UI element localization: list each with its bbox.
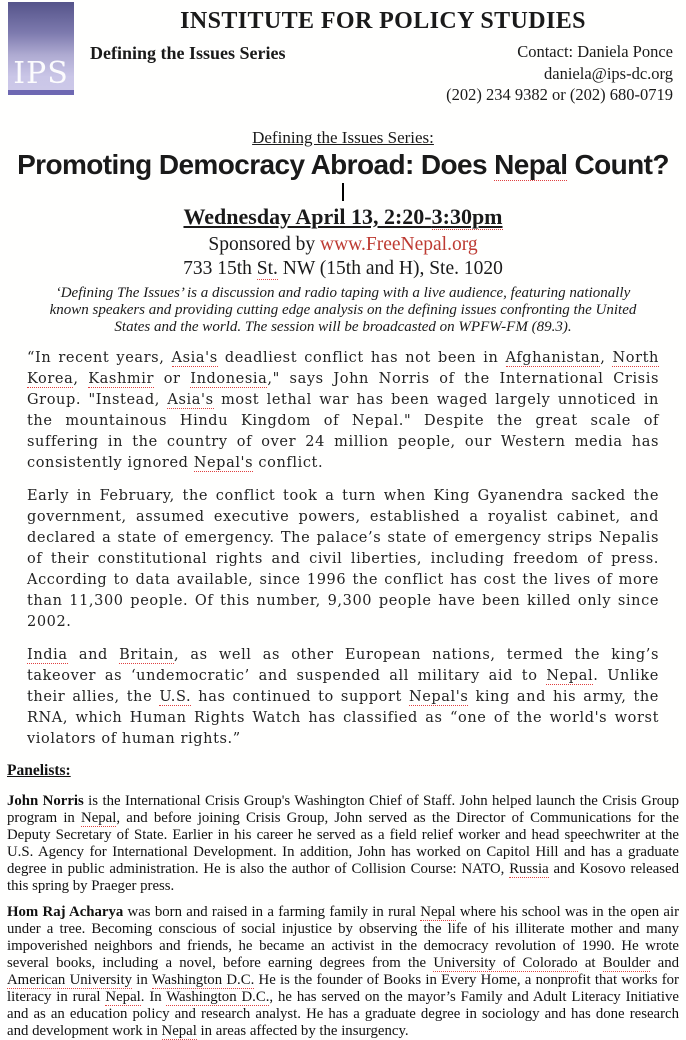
series-label: Defining the Issues Series bbox=[90, 43, 286, 63]
event-datetime bbox=[0, 204, 686, 230]
text-run: conflict. bbox=[253, 455, 324, 471]
text-run: American University bbox=[7, 972, 133, 988]
text-run: John Norris bbox=[7, 793, 84, 809]
contact-block bbox=[446, 41, 673, 106]
text-run: in bbox=[132, 972, 152, 988]
text-run: Russia bbox=[509, 861, 549, 877]
text-run: ," says John Norris of the International Crisis Group. "Instead, bbox=[27, 371, 659, 408]
document-header bbox=[0, 0, 686, 110]
text-run: Nepal's bbox=[408, 689, 469, 705]
contact-phone: (202) 234 9382 or (202) 680-0719 bbox=[446, 85, 673, 104]
text-run: University of Colorado bbox=[433, 955, 578, 971]
text-run: Washington D.C. bbox=[166, 989, 270, 1005]
text-run: Nepal bbox=[420, 904, 456, 920]
text-run: U.S. bbox=[159, 689, 192, 705]
text-run: Nepal bbox=[546, 668, 594, 684]
text-run: , bbox=[600, 350, 613, 366]
bio-john-norris bbox=[7, 793, 679, 895]
text-run: Count? bbox=[567, 149, 669, 180]
bio-hom-raj-acharya bbox=[7, 904, 679, 1040]
text-run: and bbox=[650, 955, 679, 971]
text-run: Nepal bbox=[81, 810, 117, 826]
text-run: 3:30pm bbox=[431, 204, 503, 229]
text-run: Afghanistan bbox=[505, 350, 601, 366]
header-subrow bbox=[90, 41, 673, 106]
vertical-bar-divider bbox=[342, 183, 344, 201]
text-run: Boulder bbox=[602, 955, 651, 971]
text-run: Sponsored by bbox=[208, 234, 320, 255]
text-run: most lethal war has been waged largely unnoticed in the mountainous Hindu Kingdom of Nepal." Despite the great scale of suffering in the country of over 24 million people, our Western media has consistently ignored bbox=[27, 392, 660, 471]
text-run: , bbox=[73, 371, 89, 387]
text-run: is the International Crisis Group's Washington Chief of Staff. John helped launch the Crisis Group program in bbox=[7, 793, 679, 826]
text-run: Asia's bbox=[167, 392, 214, 408]
text-run: . Unlike their allies, the bbox=[27, 668, 659, 705]
panelists-section bbox=[7, 762, 679, 1040]
body-text bbox=[27, 348, 659, 750]
text-run: and bbox=[67, 647, 120, 663]
contact-email: daniela@ips-dc.org bbox=[544, 63, 673, 83]
text-run: Nepal bbox=[494, 149, 568, 180]
panelists-heading bbox=[7, 762, 679, 779]
text-run: Kashmir bbox=[88, 371, 155, 387]
text-run: deadliest conflict has not been in bbox=[217, 350, 506, 366]
event-block bbox=[0, 128, 686, 336]
text-run: Nepal bbox=[105, 989, 141, 1005]
text-run: Asia's bbox=[171, 350, 218, 366]
address-line bbox=[0, 257, 686, 281]
series-heading-text: Defining the Issues Series: bbox=[252, 128, 434, 147]
text-run: Wednesday April 13, 2:20- bbox=[183, 204, 432, 229]
ips-logo bbox=[8, 2, 74, 95]
text-run: king and his army, the RNA, which Human Rights Watch has classified as “one of the world's worst violators of human rights.” bbox=[27, 689, 659, 747]
text-run: Britain bbox=[119, 647, 174, 663]
text-run: . In bbox=[140, 989, 167, 1005]
event-title bbox=[0, 149, 686, 180]
text-run: was born and raised in a farming family in rural bbox=[123, 904, 421, 920]
text-run: has continued to support bbox=[191, 689, 409, 705]
text-run: NW (15th and H), Ste. 1020 bbox=[277, 258, 503, 279]
text-run: where his school was in the open air under a tree. Becoming conscious of social injustice by observing the life of his illiterate mother and many impoverished neighbors and friends, he became an activist in the democracy revolution of 1990. He wrote several books, including a novel, before earning degrees from the bbox=[7, 904, 679, 971]
text-run: in areas affected by the insurgency. bbox=[196, 1023, 409, 1039]
paragraph-king-takeover bbox=[27, 486, 659, 633]
panelists-heading-text: Panelists: bbox=[7, 762, 71, 779]
org-name: INSTITUTE FOR POLICY STUDIES bbox=[180, 8, 586, 34]
text-run: He is the founder of Books in Every Home, a nonprofit that works for literacy in rural bbox=[7, 972, 679, 1005]
series-description: ‘Defining The Issues’ is a discussion and radio taping with a live audience, featuring nationally known speakers and providing cutting edge analysis on the defining issues confronting the United States and the world. The session will be broadcasted on WPFW-FM (89.3). bbox=[49, 285, 637, 335]
contact-name: Contact: Daniela Ponce bbox=[517, 42, 673, 61]
text-run: , and before joining Crisis Group, John served as the Director of Communications for the Deputy Secretary of State. Earlier in his career he served as a field relief worker and head speechwriter at the U.S. Agency for International Development. In addition, John has worked on Capitol Hill and has a graduate degree in public administration. He is also the author of Collision Course: NATO, bbox=[7, 810, 679, 877]
paragraph-international-response bbox=[27, 645, 659, 750]
text-run: Washington D.C. bbox=[151, 972, 255, 988]
text-run: “In recent years, bbox=[27, 350, 172, 366]
text-run: St. bbox=[256, 258, 278, 279]
text-run: and Kosovo released this spring by Praeger press. bbox=[7, 861, 679, 894]
sponsored-line bbox=[0, 232, 686, 257]
text-run: , he has served on the mayor’s Family and Adult Literacy Initiative and as an education policy and research analyst. He has a graduate degree in sociology and has done research and development work in bbox=[7, 989, 679, 1039]
ips-logo-text: IPS bbox=[13, 56, 69, 91]
series-heading bbox=[0, 128, 686, 148]
text-run: Nepal's bbox=[193, 455, 254, 471]
text-run: Early in February, the conflict took a turn when King Gyanendra sacked the government, assumed executive powers, established a royalist cabinet, and declared a state of emergency. The palace’s state of emergency strips Nepalis of their constitutional rights and civil liberties, including freedom of press. According to data available, since 1996 the conflict has cost the lives of more than 11,300 people. Of this number, 9,300 people have been killed only since 2002. bbox=[27, 488, 659, 630]
text-run: Nepal bbox=[161, 1023, 197, 1039]
event-datetime-text bbox=[183, 204, 502, 230]
text-run: at bbox=[577, 955, 603, 971]
text-run: North Korea bbox=[27, 350, 659, 387]
freenepal-link[interactable]: www.FreeNepal.org bbox=[320, 234, 478, 255]
text-run: Hom Raj Acharya bbox=[7, 904, 124, 920]
text-run: or bbox=[154, 371, 191, 387]
text-run: India bbox=[27, 647, 68, 663]
text-run: , as well as other European nations, termed the king’s takeover as ‘undemocratic’ and suspended all military aid to bbox=[27, 647, 659, 684]
text-run: Promoting Democracy Abroad: Does bbox=[17, 149, 495, 180]
text-run: 733 15th bbox=[183, 258, 257, 279]
text-run: Indonesia bbox=[190, 371, 268, 387]
paragraph-conflict-quote bbox=[27, 348, 659, 474]
